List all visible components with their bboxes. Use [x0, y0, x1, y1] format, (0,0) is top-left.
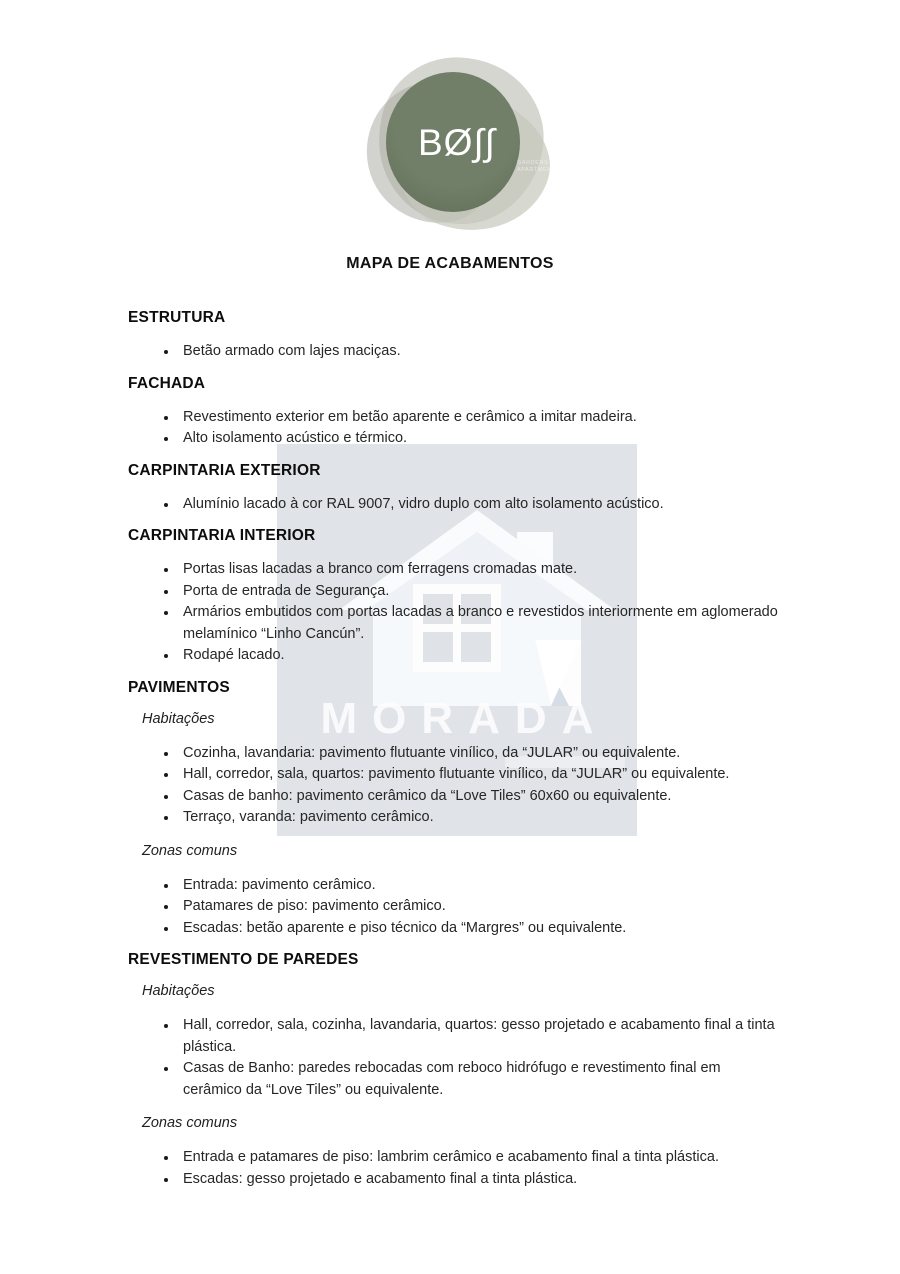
- bullet-item: • Betão armado com lajes maciças.: [178, 341, 778, 363]
- bullet-item: • Hall, corredor, sala, cozinha, lavandaria, quartos: gesso projetado e acabamento final a tinta plástica.: [178, 1015, 778, 1058]
- bullet-item: • Alumínio lacado à cor RAL 9007, vidro duplo com alto isolamento acústico.: [178, 494, 778, 516]
- bullet-item: • Entrada: pavimento cerâmico.: [178, 875, 778, 897]
- bullet-item: • Portas lisas lacadas a branco com ferragens cromadas mate.: [178, 559, 778, 581]
- section-subheading: Zonas comuns: [142, 1115, 238, 1131]
- page-title: MAPA DE ACABAMENTOS: [346, 255, 554, 272]
- logo-tagline-line2: APARTMENTS: [517, 166, 561, 173]
- bullet-item: • Entrada e patamares de piso: lambrim cerâmico e acabamento final a tinta plástica.: [178, 1147, 778, 1169]
- bullet-list: [128, 743, 778, 829]
- bullet-list: [128, 1147, 778, 1190]
- bullet-item: • Porta de entrada de Segurança.: [178, 581, 778, 603]
- bullet-item: • Alto isolamento acústico e térmico.: [178, 428, 778, 450]
- bullet-item: • Casas de banho: pavimento cerâmico da “Love Tiles” 60x60 ou equivalente.: [178, 786, 778, 808]
- bullet-item: • Terraço, varanda: pavimento cerâmico.: [178, 807, 778, 829]
- bullet-item: • Cozinha, lavandaria: pavimento flutuante vinílico, da “JULAR” ou equivalente.: [178, 743, 778, 765]
- bullet-item: • Hall, corredor, sala, quartos: pavimento flutuante vinílico, da “JULAR” ou equivalente.: [178, 764, 778, 786]
- section-heading: PAVIMENTOS: [128, 678, 230, 696]
- logo-brand-text: BØ∫∫: [418, 122, 496, 163]
- logo: [355, 52, 561, 242]
- section-heading: FACHADA: [128, 374, 206, 392]
- section-subheading: Habitações: [142, 710, 215, 727]
- section-heading: CARPINTARIA INTERIOR: [128, 527, 316, 544]
- bullet-item: • Patamares de piso: pavimento cerâmico.: [178, 896, 778, 918]
- section-subheading: Habitações: [142, 983, 215, 999]
- bullet-item: • Rodapé lacado.: [178, 645, 778, 667]
- bullet-item: • Casas de Banho: paredes rebocadas com reboco hidrófugo e revestimento final em cerâmico da “Love Tiles” ou equivalente.: [178, 1058, 778, 1101]
- bullet-item: • Escadas: gesso projetado e acabamento final a tinta plástica.: [178, 1169, 778, 1191]
- bullet-list: [128, 1015, 778, 1101]
- bullet-item: • Escadas: betão aparente e piso técnico da “Margres” ou equivalente.: [178, 918, 778, 940]
- document-content: [128, 308, 778, 1190]
- bullet-list: [128, 875, 778, 940]
- section-heading: CARPINTARIA EXTERIOR: [128, 461, 321, 479]
- bullet-list: [128, 407, 778, 450]
- bullet-list: [128, 494, 778, 516]
- bullet-list: [128, 341, 778, 363]
- section-heading: ESTRUTURA: [128, 309, 226, 326]
- watermark-text: MORADA: [320, 694, 609, 743]
- section-subheading: Zonas comuns: [142, 842, 238, 859]
- section-heading: REVESTIMENTO DE PAREDES: [128, 951, 359, 968]
- bullet-item: • Revestimento exterior em betão aparente e cerâmico a imitar madeira.: [178, 407, 778, 429]
- logo-tagline: [517, 160, 560, 173]
- logo-tagline-line1: GARDENS: [517, 160, 549, 166]
- bullet-item: • Armários embutidos com portas lacadas a branco e revestidos interiormente em aglomerado melamínico “Linho Cancún”.: [178, 602, 778, 645]
- bullet-list: [128, 559, 778, 667]
- logo-circle: [386, 72, 561, 212]
